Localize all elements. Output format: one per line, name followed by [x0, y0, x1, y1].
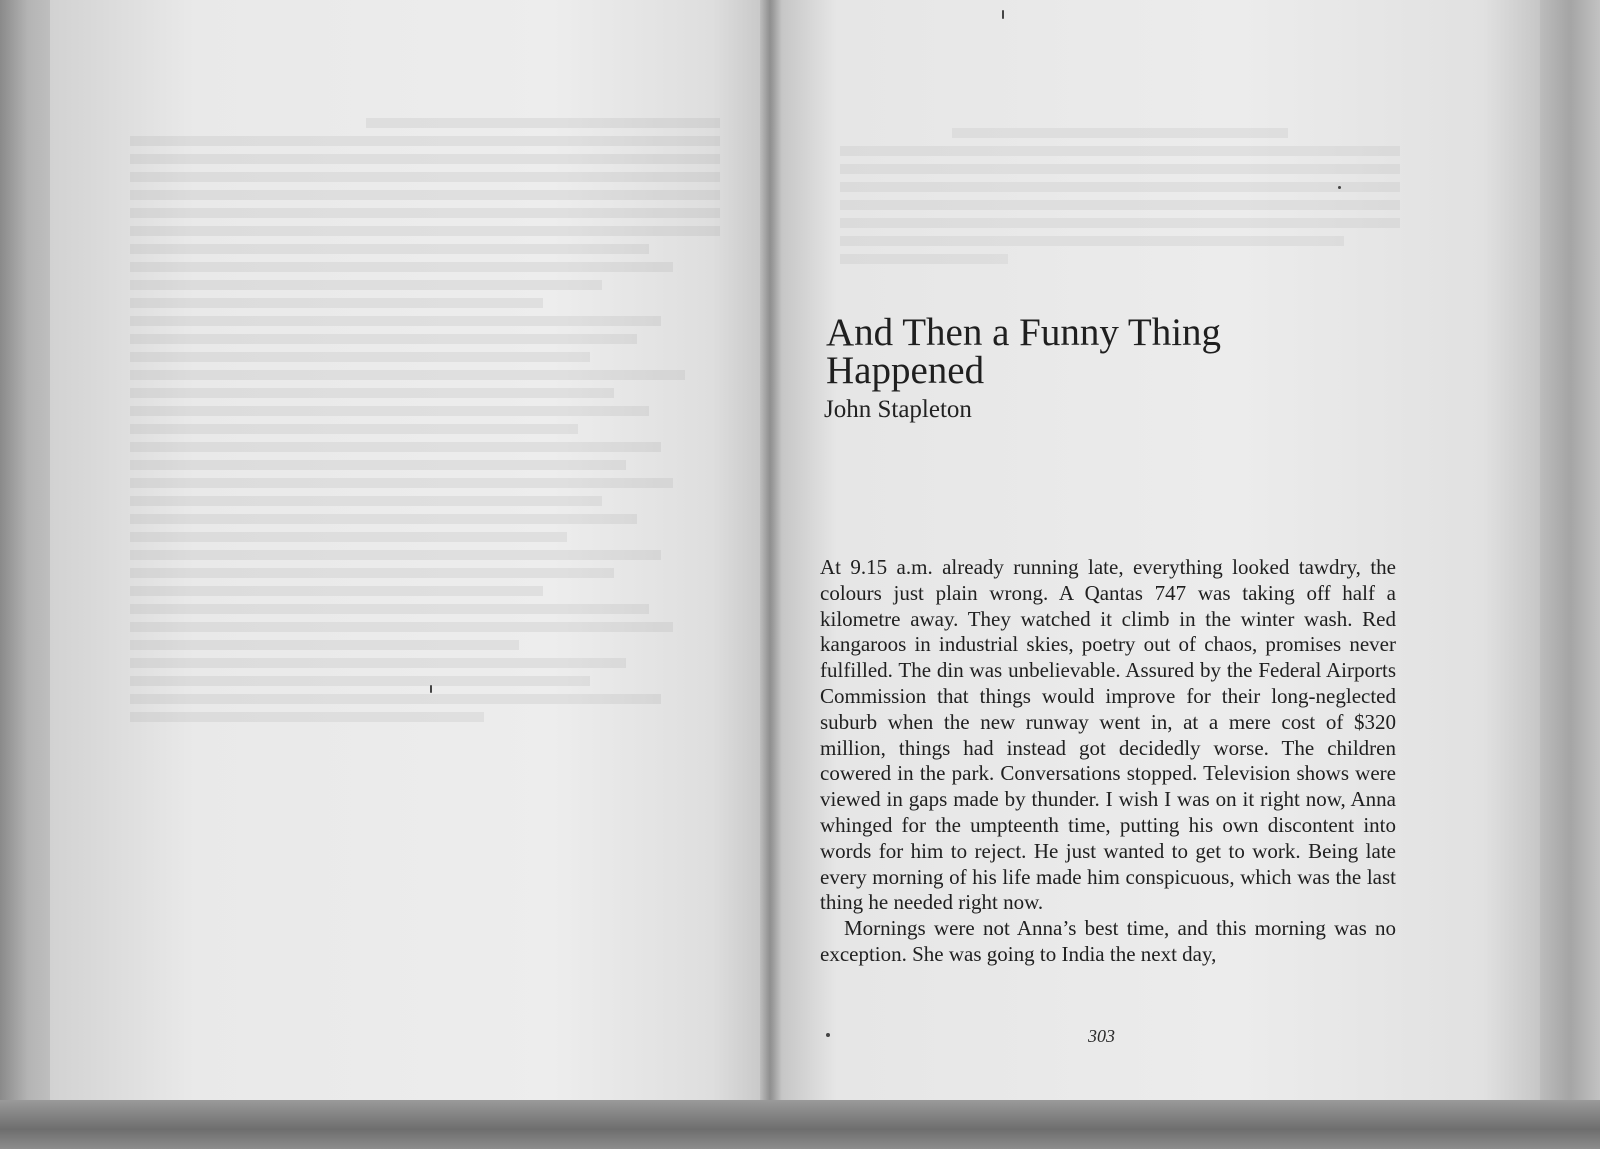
book-gutter: [760, 0, 782, 1108]
chapter-body: [820, 555, 1396, 968]
left-page-bleed-through: [130, 110, 720, 730]
chapter-title: And Then a Funny Thing Happened: [826, 311, 1222, 392]
paragraph: At 9.15 a.m. already running late, everything looked tawdry, the colours just plain wrong. A Qantas 747 was taking off half a kilometre away. They watched it climb in the winter wash. Red kangaroos in industrial skies, poetry out of chaos, promises never fulfilled. The din was unbelievable. Assured by the Federal Airports Commission that things would improve for their long-neglected suburb when the new runway went in, at a mere cost of $320 million, things had instead got decidedly worse. The children cowered in the park. Conversations stopped. Television shows were viewed in gaps made by thunder. I wish I was on it right now, Anna whinged for the umpteenth time, putting his own discontent into words for him to reject. He just wanted to get to work. Being late every morning of his life made him conspicuous, which was the last thing he needed right now.: [820, 555, 1396, 915]
scan-speck: [826, 1033, 830, 1037]
page-number: 303: [1088, 1026, 1115, 1046]
book-edge-shadow-right: [1540, 0, 1600, 1149]
paragraph: Mornings were not Anna’s best time, and this morning was no exception. She was going to India the next day,: [820, 916, 1396, 966]
right-page-bleed-through: [840, 120, 1400, 272]
chapter-author: John Stapleton: [824, 396, 972, 423]
scan-speck: [1002, 10, 1004, 19]
book-edge-shadow-bottom: [0, 1100, 1600, 1149]
scan-speck: [1338, 186, 1341, 189]
scan-speck: [430, 685, 432, 693]
